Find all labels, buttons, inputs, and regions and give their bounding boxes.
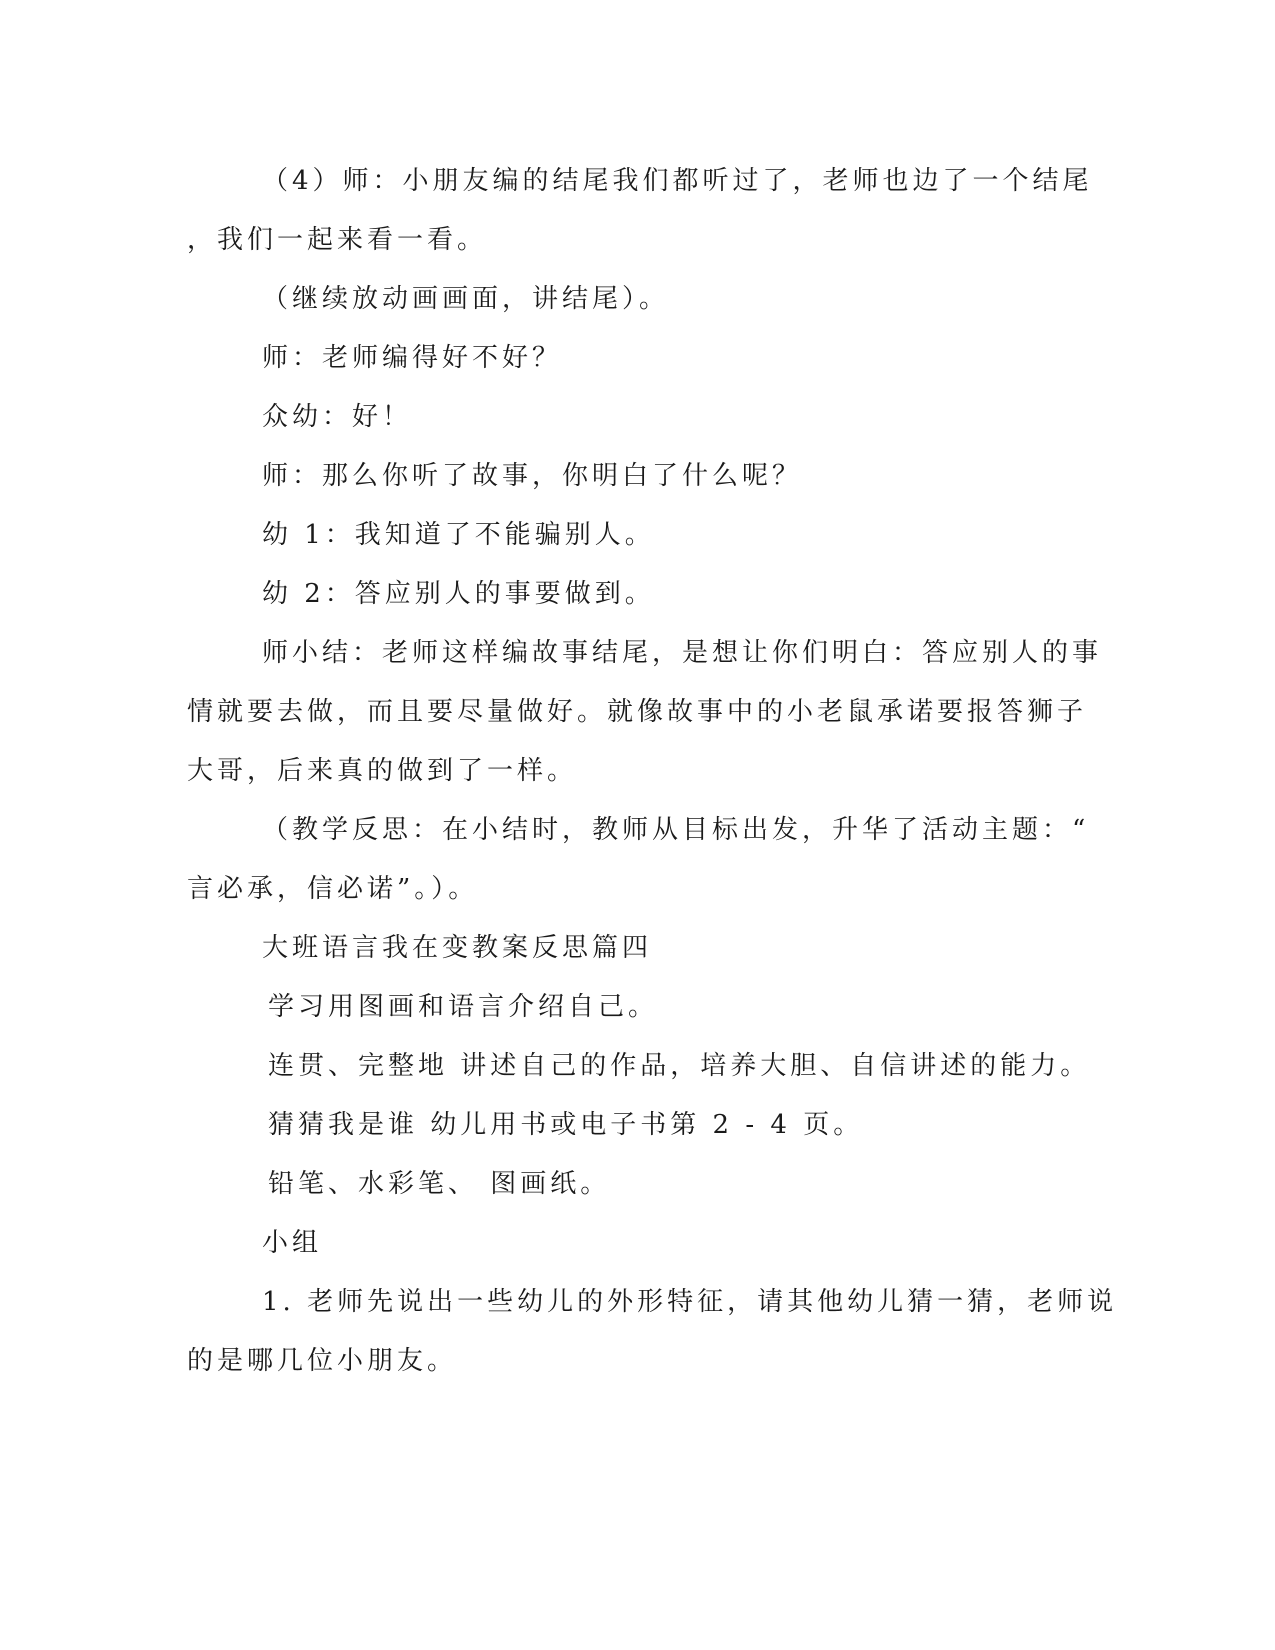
paragraph-child-2: 幼 2：答应别人的事要做到。 [262,579,655,609]
preparation-tools: 铅笔、水彩笔、 图画纸。 [268,1169,611,1199]
paragraph-teacher-what-learned: 师：那么你听了故事，你明白了什么呢？ [262,461,803,491]
paragraph-reflection-line1: （教学反思：在小结时，教师从目标出发，升华了活动主题：“ [262,815,1090,845]
paragraph-teacher-question: 师：老师编得好不好？ [262,343,563,373]
preparation-materials: 猜猜我是谁 幼儿用书或电子书第 2 - 4 页。 [268,1110,864,1140]
paragraph-teacher-summary-line1: 师小结：老师这样编故事结尾，是想让你们明白：答应别人的事 [262,638,1103,668]
activity-form: 小组 [262,1228,323,1258]
paragraph-teacher-summary-line3: 大哥，后来真的做到了一样。 [187,756,578,786]
paragraph-reflection-line2: 言必承，信必诺”。）。 [187,874,479,904]
paragraph-child-1: 幼 1：我知道了不能骗别人。 [262,520,655,550]
objective-2: 连贯、完整地 讲述自己的作品，培养大胆、自信讲述的能力。 [268,1051,1091,1081]
section-heading: 大班语言我在变教案反思篇四 [262,933,653,963]
paragraph-children-answer: 众幼：好！ [262,402,413,432]
paragraph-teacher-ending-line1: （4）师：小朋友编的结尾我们都听过了，老师也边了一个结尾 [262,166,1093,196]
step-1-line2: 的是哪几位小朋友。 [187,1346,458,1376]
step-1-line1: 1. 老师先说出一些幼儿的外形特征，请其他幼儿猜一猜，老师说 [262,1287,1118,1317]
objective-1: 学习用图画和语言介绍自己。 [268,992,659,1022]
paragraph-teacher-ending-line2: ，我们一起来看一看。 [187,225,488,255]
paragraph-teacher-summary-line2: 情就要去做，而且要尽量做好。就像故事中的小老鼠承诺要报答狮子 [187,697,1088,727]
paragraph-continue-animation: （继续放动画画面，讲结尾）。 [262,284,670,314]
